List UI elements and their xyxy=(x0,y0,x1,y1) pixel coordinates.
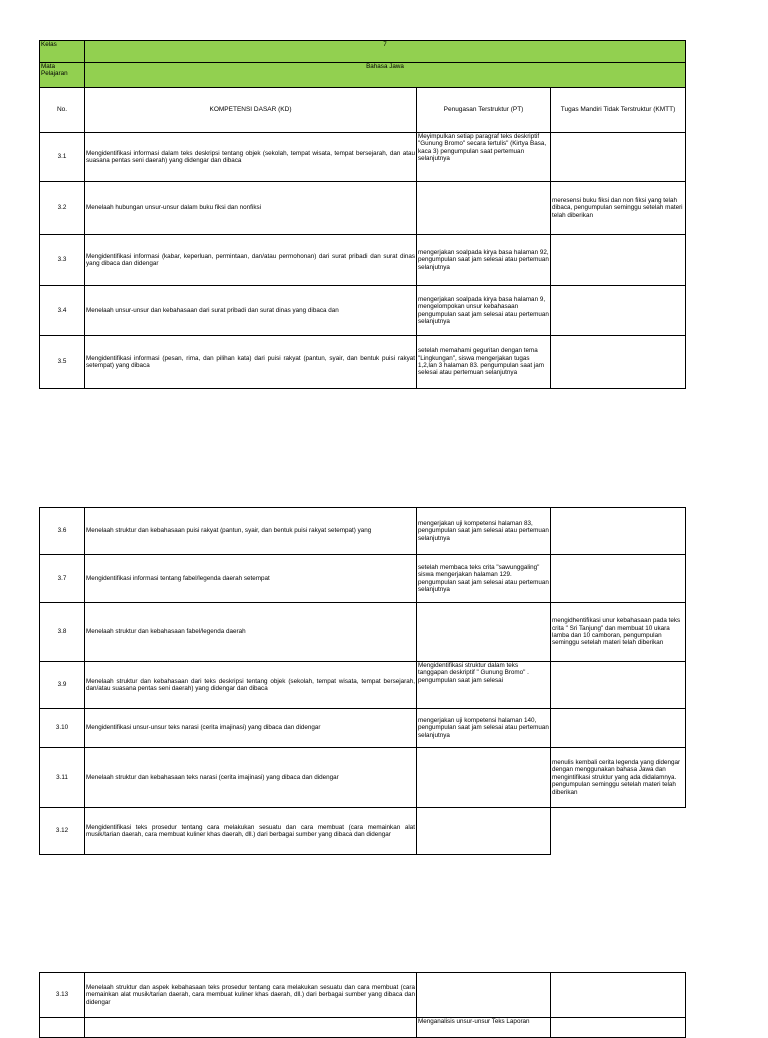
kd-number: 3.8 xyxy=(40,603,85,662)
column-header-row xyxy=(40,88,686,133)
pt-text: setelah memahami geguritan dengan tema "Lingkungan", siswa mengerjakan tugas 1,2,lan 3 halaman 83. pengumpulan saat jam selesai atau pertemuan selanjutnya xyxy=(417,336,551,389)
kd-text: Menelaah struktur dan kebahasaan teks narasi (cerita imajinasi) yang dibaca dan didengar xyxy=(85,748,417,808)
kd-text: Mengidentifikasi informasi tentang fabel/legenda daerah setempat xyxy=(85,555,417,603)
table-row xyxy=(40,182,686,235)
kd-text: Menelaah hubungan unsur-unsur dalam buku fiksi dan nonfiksi xyxy=(85,182,417,235)
col-pt-header: Penugasan Terstruktur (PT) xyxy=(417,88,551,133)
kd-text: Menelaah struktur dan kebahasaan fabel/legenda daerah xyxy=(85,603,417,662)
kd-number: 3.7 xyxy=(40,555,85,603)
pt-text: setelah membaca teks crita "sawunggaling" siswa mengerjakan halaman 129. pengumpulan saat jam selesai atau pertemuan selanjutnya xyxy=(417,555,551,603)
col-kd-header: KOMPETENSI DASAR (KD) xyxy=(85,88,417,133)
kd-text: Mengidentifikasi informasi (pesan, rima, dan pilihan kata) dari puisi rakyat (pantun, syair, dan bentuk puisi rakyat setempat) yang dibaca xyxy=(85,336,417,389)
kd-number xyxy=(40,1018,85,1038)
competency-table-3 xyxy=(39,972,686,1038)
competency-table-1 xyxy=(39,40,686,389)
kd-number: 3.12 xyxy=(40,808,85,855)
table-row xyxy=(40,508,686,555)
table-row xyxy=(40,973,686,1018)
mapel-label: Mata Pelajaran xyxy=(40,63,85,88)
table-row xyxy=(40,336,686,389)
kmtt-text xyxy=(551,235,686,286)
mapel-value: Bahasa Jawa xyxy=(85,63,686,88)
table-row xyxy=(40,709,686,748)
kd-number: 3.1 xyxy=(40,133,85,182)
kd-text: Mengidentifikasi teks prosedur tentang cara melakukan sesuatu dan cara membuat (cara memainkan alat musik/tarian daerah, cara membuat kuliner khas daerah, dll.) dari berbagai sumber yang dibaca dan didengar xyxy=(85,808,417,855)
kmtt-text xyxy=(551,508,686,555)
kd-number: 3.6 xyxy=(40,508,85,555)
pt-text xyxy=(417,603,551,662)
kd-text: Menelaah struktur dan aspek kebahasaan teks prosedur tentang cara melakukan sesuatu dan cara membuat (cara memainkan alat musik/tarian daerah, cara membuat kuliner khas daerah, dll.) dari berbagai sumber yang dibaca dan didengar xyxy=(85,973,417,1018)
kmtt-text xyxy=(551,133,686,182)
col-no-header: No. xyxy=(40,88,85,133)
kelas-row xyxy=(40,41,686,63)
table-row xyxy=(40,235,686,286)
kmtt-text: mengidhentifikasi unur kebahasaan pada teks crita " Sri Tanjung" dan membuat 10 ukara lamba dan 10 camboran, pengumpulan seminggu setelah materi telah diberikan xyxy=(551,603,686,662)
pt-text xyxy=(417,182,551,235)
mapel-row xyxy=(40,63,686,88)
pt-text xyxy=(417,748,551,808)
competency-table-2 xyxy=(39,507,686,855)
kd-number: 3.3 xyxy=(40,235,85,286)
kmtt-text xyxy=(551,973,686,1018)
kmtt-text xyxy=(551,808,686,855)
kd-number: 3.10 xyxy=(40,709,85,748)
kd-number: 3.5 xyxy=(40,336,85,389)
pt-text: mengerjakan uji kompetensi halaman 140, pengumpulan saat jam selesai atau pertemuan selanjutnya xyxy=(417,709,551,748)
pt-text: mengerjakan uji kompetensi halaman 83, pengumpulan saat jam selesai atau pertemuan selanjutnya xyxy=(417,508,551,555)
pt-text: mengerjakan soalpada kirya basa halaman 92, pengumpulan saat jam selesai atau pertemuan selanjutnya xyxy=(417,235,551,286)
table-row xyxy=(40,1018,686,1038)
kd-number: 3.11 xyxy=(40,748,85,808)
kd-text xyxy=(85,1018,417,1038)
pt-text: Mengidentifikasi struktur dalam teks tanggapan deskriptif " Gunung Bromo" . pengumpulan saat jam selesai xyxy=(417,662,551,709)
kd-number: 3.4 xyxy=(40,286,85,336)
pt-text: mengerjakan soalpada kirya basa halaman 9, mengelompokan unsur kebahasaan pengumpulan saat jam selesai atau pertemuan selanjutnya xyxy=(417,286,551,336)
kmtt-text: menulis kembali cerita legenda yang didengar dengan menggunakan bahasa Jawa dan mengintifikasi struktur yang ada didalamnya. pengumpulan seminggu setelah materi telah diberikan xyxy=(551,748,686,808)
kmtt-text xyxy=(551,662,686,709)
kd-text: Mengidentifikasi informasi dalam teks deskripsi tentang objek (sekolah, tempat wisata, tempat bersejarah, dan atau suasana pentas seni daerah) yang didengar dan dibaca xyxy=(85,133,417,182)
kd-text: Menelaah unsur-unsur dan kebahasaan dari surat pribadi dan surat dinas yang dibaca dan xyxy=(85,286,417,336)
kd-text: Mengidentifikasi informasi (kabar, keperluan, permintaan, dan/atau permohonan) dari surat pribadi dan surat dinas yang dibaca dan didengar xyxy=(85,235,417,286)
kmtt-text xyxy=(551,286,686,336)
table-row xyxy=(40,603,686,662)
kd-text: Menelaah struktur dan kebahasaan puisi rakyat (pantun, syair, dan bentuk puisi rakyat setempat) yang xyxy=(85,508,417,555)
kelas-label: Kelas xyxy=(40,41,85,63)
kd-number: 3.13 xyxy=(40,973,85,1018)
table-row xyxy=(40,662,686,709)
table-row xyxy=(40,808,686,855)
kd-text: Mengidentifikasi unsur-unsur teks narasi (cerita imajinasi) yang dibaca dan didengar xyxy=(85,709,417,748)
kmtt-text xyxy=(551,1018,686,1038)
pt-text xyxy=(417,973,551,1018)
kd-text: Menelaah struktur dan kebahasaan dari teks deskripsi tentang objek (sekolah, tempat wisata, tempat bersejarah, dan/atau suasana pentas seni daerah) yang didengar dan dibaca xyxy=(85,662,417,709)
pt-text: Meyimpulkan setiap paragraf teks deskriptif "Gunung Bromo" secara tertulis" (Kirtya Basa, kaca 3) pengumpulan saat pertemuan selanjutnya xyxy=(417,133,551,182)
kmtt-text xyxy=(551,709,686,748)
table-row xyxy=(40,748,686,808)
col-kmtt-header: Tugas Mandiri Tidak Terstruktur (KMTT) xyxy=(551,88,686,133)
kmtt-text xyxy=(551,336,686,389)
pt-text xyxy=(417,808,551,855)
kd-number: 3.9 xyxy=(40,662,85,709)
pt-text: Menganalisis unsur-unsur Teks Laporan xyxy=(417,1018,551,1038)
table-row xyxy=(40,133,686,182)
kmtt-text xyxy=(551,555,686,603)
kelas-value: 7 xyxy=(85,41,686,63)
kmtt-text: meresensi buku fiksi dan non fiksi yang telah dibaca, pengumpulan seminggu setelah materi telah diberikan xyxy=(551,182,686,235)
table-row xyxy=(40,286,686,336)
table-row xyxy=(40,555,686,603)
kd-number: 3.2 xyxy=(40,182,85,235)
